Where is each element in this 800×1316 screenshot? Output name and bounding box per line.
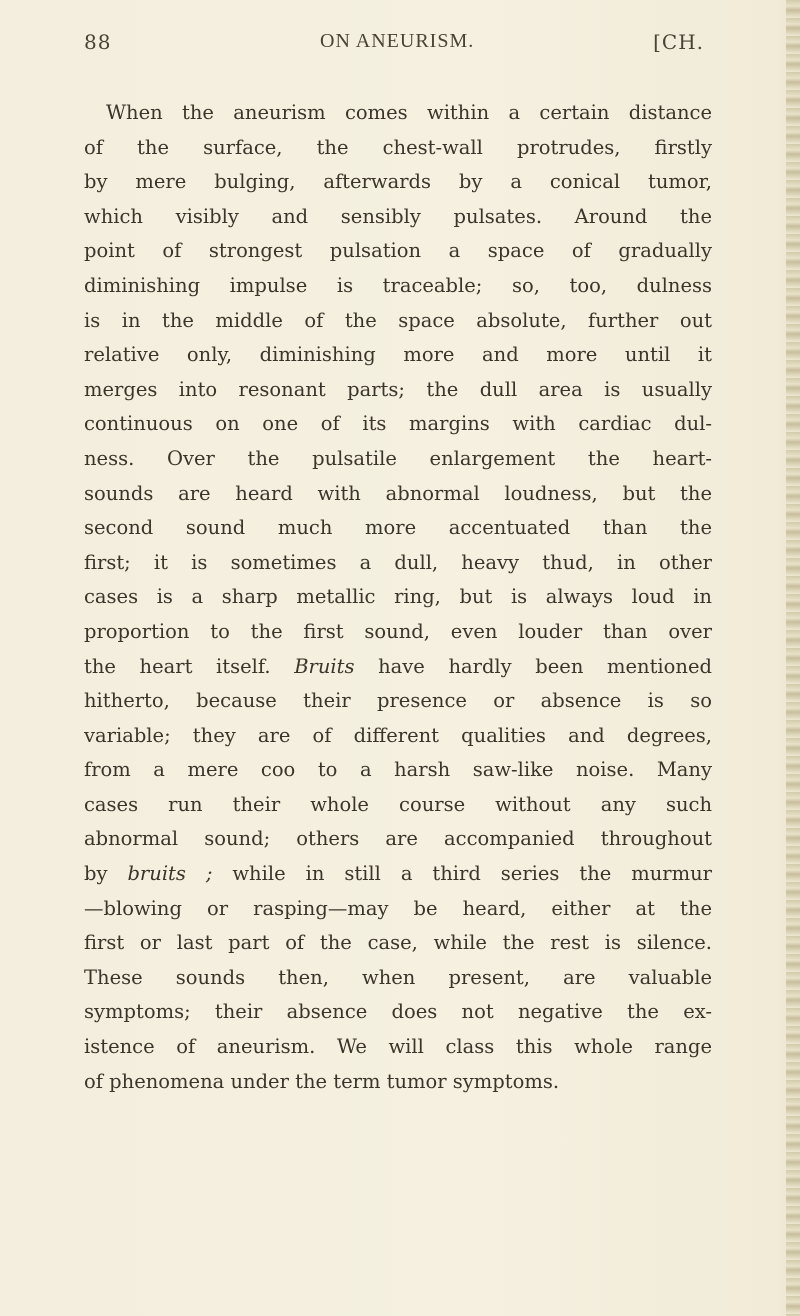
text-line: When the aneurism comes within a certain distance — [106, 101, 712, 124]
text-line: is in the middle of the space absolute, further out — [84, 308, 712, 332]
text-line: merges into resonant parts; the dull area is usually — [84, 377, 712, 401]
text-line: point of strongest pulsation a space of gradually — [84, 239, 712, 263]
text-run: the heart itself. — [84, 654, 295, 678]
text-line: by mere bulging, afterwards by a conical tumor, — [84, 170, 712, 194]
italic-term-bruits: Bruits — [294, 654, 355, 678]
text-line — [84, 650, 712, 685]
text-line: diminishing impulse is traceable; so, too, dulness — [84, 273, 712, 297]
text-line: of the surface, the chest-wall protrudes, firstly — [84, 135, 712, 159]
text-line: from a mere coo to a harsh saw-like noise. Many — [84, 758, 712, 782]
page-header — [84, 22, 704, 62]
text-line: hitherto, because their presence or absence is so — [84, 689, 712, 713]
text-line: relative only, diminishing more and more until it — [84, 343, 712, 367]
text-line: of phenomena under the term tumor symptoms. — [84, 1069, 560, 1093]
chapter-mark: [CH. — [653, 30, 704, 54]
page-edge — [786, 0, 800, 1316]
text-line: cases is a sharp metallic ring, but is always loud in — [84, 585, 712, 609]
text-line: istence of aneurism. We will class this whole range — [84, 1035, 712, 1059]
body-paragraph — [84, 96, 712, 1099]
text-line: first; it is sometimes a dull, heavy thud, in other — [84, 550, 712, 574]
text-line: symptoms; their absence does not negative the ex- — [84, 1000, 712, 1024]
page-number: 88 — [84, 30, 112, 54]
italic-term-bruits: bruits ; — [127, 862, 213, 886]
text-run: while in still a third series the murmur — [212, 862, 712, 886]
text-line: ness. Over the pulsatile enlargement the heart- — [84, 446, 712, 470]
text-line: sounds are heard with abnormal loudness, but the — [84, 481, 712, 505]
text-line — [84, 857, 712, 892]
text-line: These sounds then, when present, are valuable — [84, 965, 712, 989]
text-run: have hardly been mentioned — [354, 654, 712, 678]
text-line: second sound much more accentuated than the — [84, 516, 712, 540]
text-line: variable; they are of different qualities and degrees, — [84, 723, 712, 747]
text-line: continuous on one of its margins with cardiac dul- — [84, 412, 712, 436]
text-run: by — [84, 862, 128, 886]
text-line: proportion to the first sound, even louder than over — [84, 619, 712, 643]
text-line: cases run their whole course without any such — [84, 792, 712, 816]
running-title: ON ANEURISM. — [320, 30, 475, 52]
text-line: which visibly and sensibly pulsates. Around the — [84, 204, 712, 228]
text-line: —blowing or rasping—may be heard, either at the — [84, 896, 712, 920]
text-line: first or last part of the case, while the rest is silence. — [84, 931, 712, 955]
text-line: abnormal sound; others are accompanied throughout — [84, 827, 712, 851]
